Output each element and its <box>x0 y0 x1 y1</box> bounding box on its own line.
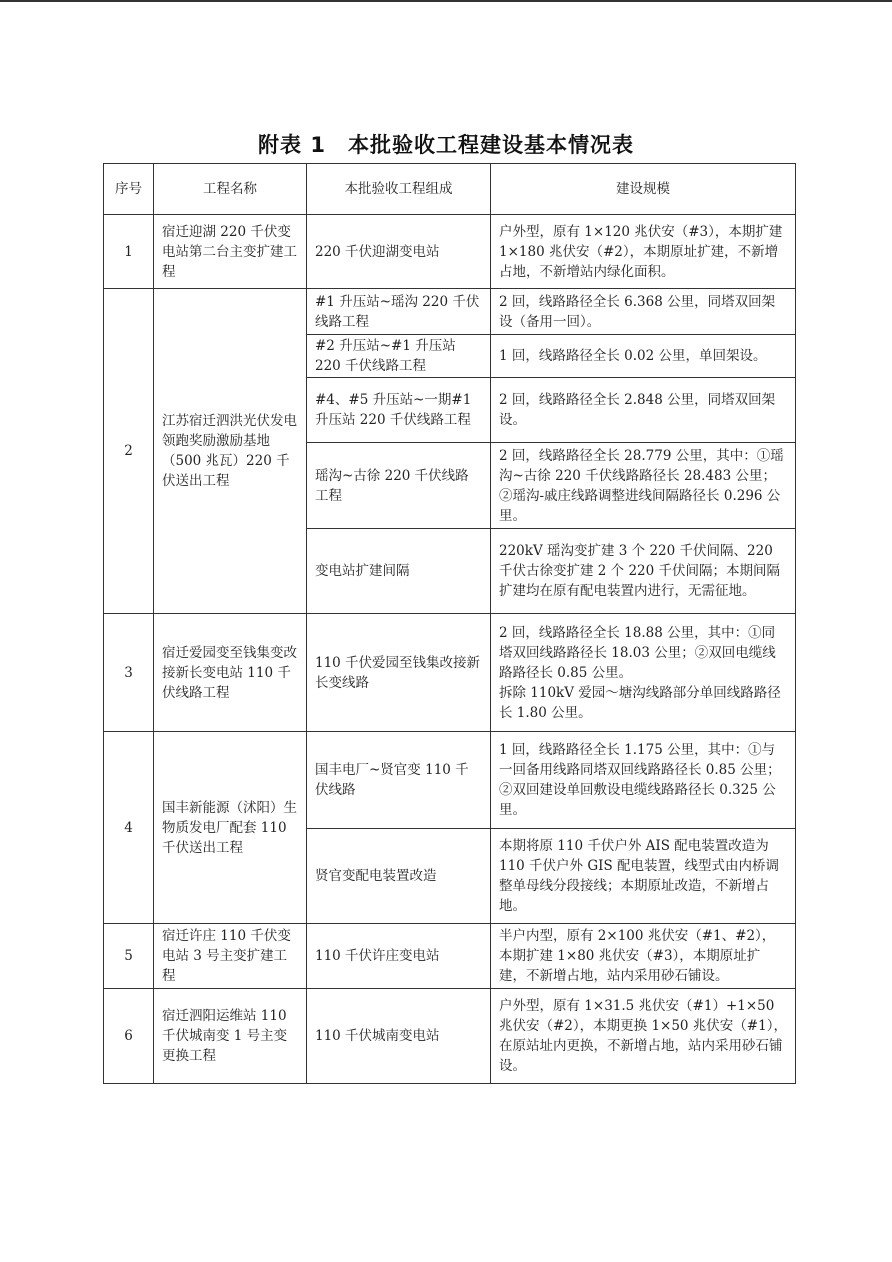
row-number: 5 <box>104 924 154 989</box>
project-component: 贤官变配电装置改造 <box>307 829 491 924</box>
page-top-rule <box>0 0 892 2</box>
project-scale: 1 回，线路路径全长 0.02 公里，单回架设。 <box>491 335 796 378</box>
project-name: 宿迁爱园变至钱集变改接新长变电站 110 千伏线路工程 <box>154 614 307 732</box>
project-scale: 2 回，线路路径全长 18.88 公里，其中：①同塔双回线路路径长 18.03 公里；②双回电缆线路路径长 0.85 公里。 <box>499 624 776 681</box>
project-component: 110 千伏爱园至钱集改接新长变线路 <box>307 614 491 732</box>
row-number: 2 <box>104 289 154 614</box>
project-component: #4、#5 升压站~一期#1 升压站 220 千伏线路工程 <box>307 378 491 443</box>
project-name: 宿迁泗阳运维站 110 千伏城南变 1 号主变更换工程 <box>154 989 307 1084</box>
table-row <box>104 732 796 829</box>
project-name: 江苏宿迁泗洪光伏发电领跑奖励激励基地（500 兆瓦）220 千伏送出工程 <box>154 289 307 614</box>
project-scale: 户外型，原有 1×120 兆伏安（#3），本期扩建 1×180 兆伏安（#2），本期原址扩建，不新增占地，不新增站内绿化面积。 <box>491 215 796 289</box>
table-row <box>104 614 796 732</box>
project-component: #2 升压站~#1 升压站 220 千伏线路工程 <box>307 335 491 378</box>
project-scale: 1 回，线路路径全长 1.175 公里，其中：①与一回备用线路同塔双回线路路径长 0.85 公里；②双回建设单回敷设电缆线路路径长 0.325 公里。 <box>491 732 796 829</box>
row-number: 6 <box>104 989 154 1084</box>
table-row <box>104 924 796 989</box>
project-scale-cell <box>491 614 796 732</box>
project-table <box>103 163 796 1084</box>
project-scale: 2 回，线路路径全长 6.368 公里，同塔双回架设（备用一回）。 <box>491 289 796 335</box>
project-scale: 2 回，线路路径全长 28.779 公里，其中：①瑶沟~古徐 220 千伏线路路径长 28.483 公里；②瑶沟-戚庄线路调整进线间隔路径长 0.296 公里。 <box>491 443 796 529</box>
header-component: 本批验收工程组成 <box>307 164 491 215</box>
project-component: #1 升压站~瑶沟 220 千伏线路工程 <box>307 289 491 335</box>
header-name: 工程名称 <box>154 164 307 215</box>
project-name: 宿迁许庄 110 千伏变电站 3 号主变扩建工程 <box>154 924 307 989</box>
table-row <box>104 215 796 289</box>
project-name: 宿迁迎湖 220 千伏变电站第二台主变扩建工程 <box>154 215 307 289</box>
project-name: 国丰新能源（沭阳）生物质发电厂配套 110 千伏送出工程 <box>154 732 307 924</box>
project-scale: 本期将原 110 千伏户外 AIS 配电装置改造为 110 千伏户外 GIS 配电装置，线型式由内桥调整单母线分段接线；本期原址改造，不新增占地。 <box>491 829 796 924</box>
table-header-row <box>104 164 796 215</box>
project-component: 瑶沟~古徐 220 千伏线路工程 <box>307 443 491 529</box>
project-scale: 220kV 瑶沟变扩建 3 个 220 千伏间隔、220 千伏古徐变扩建 2 个 220 千伏间隔；本期间隔扩建均在原有配电装置内进行，无需征地。 <box>491 529 796 614</box>
header-no: 序号 <box>104 164 154 215</box>
project-component: 110 千伏城南变电站 <box>307 989 491 1084</box>
project-scale: 半户内型，原有 2×100 兆伏安（#1、#2），本期扩建 1×80 兆伏安（#3），本期原址扩建，不新增占地，站内采用砂石铺设。 <box>491 924 796 989</box>
project-component: 220 千伏迎湖变电站 <box>307 215 491 289</box>
row-number: 4 <box>104 732 154 924</box>
page-title: 附表 1 本批验收工程建设基本情况表 <box>258 133 634 157</box>
project-scale: 2 回，线路路径全长 2.848 公里，同塔双回架设。 <box>491 378 796 443</box>
row-number: 3 <box>104 614 154 732</box>
project-scale-note: 拆除 110kV 爱园～塘沟线路部分单回线路路径长 1.80 公里。 <box>499 684 781 721</box>
table-row <box>104 989 796 1084</box>
row-number: 1 <box>104 215 154 289</box>
project-component: 国丰电厂~贤官变 110 千伏线路 <box>307 732 491 829</box>
project-component: 110 千伏许庄变电站 <box>307 924 491 989</box>
table-row <box>104 289 796 335</box>
header-scale: 建设规模 <box>491 164 796 215</box>
project-component: 变电站扩建间隔 <box>307 529 491 614</box>
project-scale: 户外型，原有 1×31.5 兆伏安（#1）+1×50 兆伏安（#2），本期更换 1×50 兆伏安（#1），在原站址内更换，不新增占地，站内采用砂石铺设。 <box>491 989 796 1084</box>
